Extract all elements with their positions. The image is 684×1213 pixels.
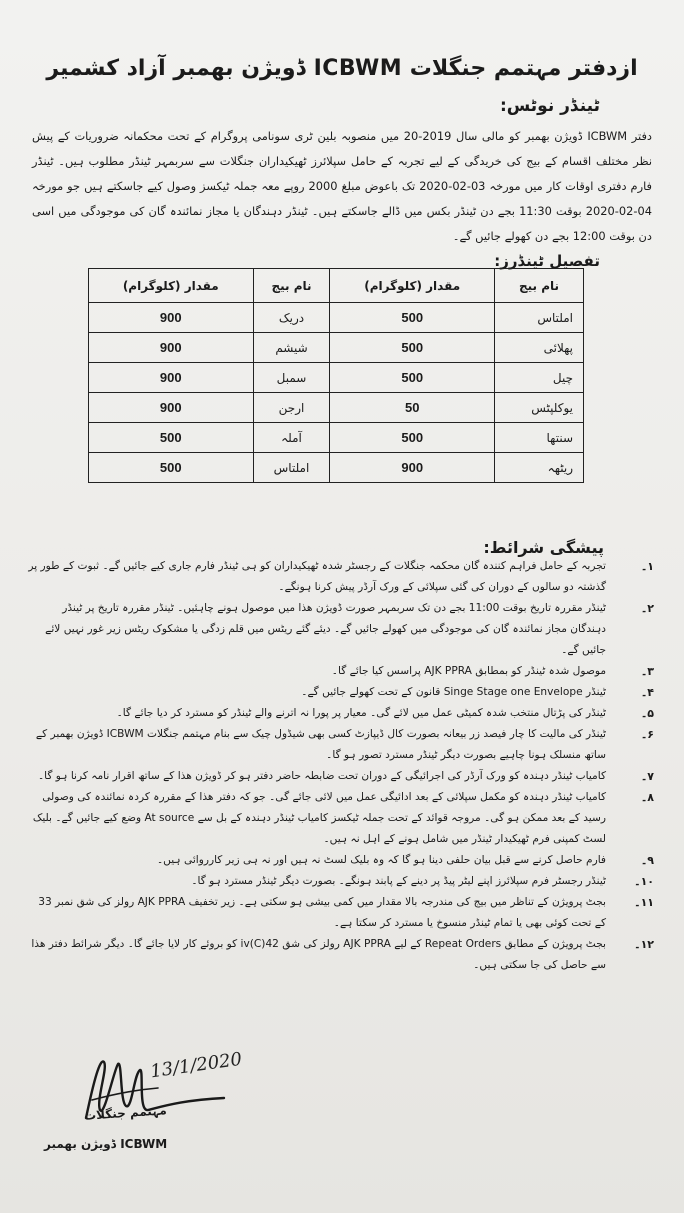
table-row — [89, 333, 584, 363]
signatory-title: مہتمم جنگلات — [83, 1103, 168, 1123]
condition-item — [24, 892, 654, 934]
table-row — [89, 303, 584, 333]
seed-quantity: 500 — [89, 453, 254, 483]
seed-quantity: 900 — [89, 303, 254, 333]
condition-item — [24, 724, 654, 766]
table-row — [89, 363, 584, 393]
condition-text: ٹینڈر رجسٹر فرم سپلائرز اپنے لیٹر پیڈ پر دینے کے پابند ہونگے۔ بصورت دیگر ٹینڈر مسترد ہو گا۔ — [191, 875, 606, 887]
table-header-row — [89, 269, 584, 303]
seed-quantity: 500 — [330, 423, 495, 453]
seed-name: ریٹھہ — [494, 453, 583, 483]
condition-number: ۱۲۔ — [634, 938, 654, 951]
condition-number: ۴۔ — [640, 686, 654, 699]
condition-text: کامیاب ٹینڈر دہندہ کو مکمل سپلائی کے بعد ادائیگی عمل میں لائی جائے گی۔ جو کہ دفتر ھذا کے مقررہ کردہ نمائندہ کی وصولی رسید کے بعد ممکن ہو گی۔ مروجہ قوائد کے تحت جملہ ٹیکسز کامیاب ٹینڈر دہندہ کے بل سے At source وضع کیے جائیں گے۔ بلیک لسٹ کمپنی فرم ٹھیکیدار ٹینڈر میں شامل ہونے کے اہل نہ ہیں۔ — [32, 791, 606, 845]
seed-quantity: 500 — [330, 363, 495, 393]
seed-quantity: 500 — [89, 423, 254, 453]
office-name: ICBWM ڈویژن بھمبر — [44, 1137, 168, 1151]
condition-item — [24, 934, 654, 976]
notice-heading: ٹینڈر نوٹس: — [499, 96, 600, 116]
condition-item — [24, 787, 654, 850]
condition-item — [24, 871, 654, 892]
table-row — [89, 453, 584, 483]
seed-quantity: 50 — [330, 393, 495, 423]
seed-name: دریک — [253, 303, 330, 333]
condition-text: ٹینڈر Singe Stage one Envelope قانون کے تحت کھولے جائیں گے۔ — [301, 686, 606, 698]
seed-name: املتاس — [494, 303, 583, 333]
seed-quantity: 900 — [330, 453, 495, 483]
seed-quantity: 500 — [330, 333, 495, 363]
seed-name: ارجن — [253, 393, 330, 423]
seed-name: سمبل — [253, 363, 330, 393]
notice-paragraph: دفتر ICBWM ڈویژن بھمبر کو مالی سال 2019-20 میں منصوبہ بلین ٹری سونامی پروگرام کے تحت محکمانہ ضروریات کے پیش نظر مختلف اقسام کے بیج کی خریدگی کے لیے تجربہ کے حامل سپلائرز ٹھیکیداران جنگلات سے سربمہر ٹینڈر مطلوب ہیں۔ ٹینڈر فارم دفتری اوقات کار میں مورخہ 03-02-2020 تک باعوض مبلغ 2000 روپے معہ جملہ ٹیکسز وصول کیے جاسکتے ہیں جو مورخہ 04-02-2020 بوقت 11:30 بجے دن ٹینڈر بکس میں ڈالے جاسکتے ہیں۔ ٹینڈر دہندگان یا مجاز نمائندہ گان کی موجودگی میں اسی دن بوقت 12:00 بجے دن کھولے جائیں گے۔ — [32, 129, 652, 243]
seed-name: یوکلپٹس — [494, 393, 583, 423]
table-row — [89, 393, 584, 423]
condition-number: ۷۔ — [640, 770, 654, 783]
table-heading: تفصیل ٹینڈرز: — [494, 252, 600, 270]
condition-text: فارم حاصل کرنے سے قبل بیان حلفی دینا ہو گا کہ وہ بلیک لسٹ نہ ہیں اور نہ ہی زیر کارروائی ہیں۔ — [156, 854, 606, 866]
seed-table — [88, 268, 584, 483]
condition-number: ۹۔ — [640, 854, 654, 867]
condition-item — [24, 766, 654, 787]
seed-name: چیل — [494, 363, 583, 393]
condition-number: ۱۱۔ — [634, 896, 654, 909]
condition-text: موصول شدہ ٹینڈر کو بمطابق AJK PPRA پراسس کیا جائے گا۔ — [331, 665, 606, 677]
condition-number: ۸۔ — [640, 791, 654, 804]
signature-date: 13/1/2020 — [148, 1048, 244, 1083]
table-row — [89, 423, 584, 453]
condition-number: ۱۰۔ — [634, 875, 654, 888]
header-seed-name-2: نام بیج — [253, 269, 330, 303]
condition-number: ۶۔ — [640, 728, 654, 741]
seed-name: سنتھا — [494, 423, 583, 453]
office-title: ازدفتر مہتمم جنگلات ICBWM ڈویژن بھمبر آزاد کشمیر — [46, 56, 638, 81]
condition-text: ٹینڈر مقررہ تاریخ بوقت 11:00 بجے دن تک سربمہر صورت ڈویژن ھذا میں موصول ہونے چاہئیں۔ ٹینڈر مقررہ تاریخ پر ٹینڈر دہندگان مجاز نمائندہ گان کی موجودگی میں کھولے جائیں گے۔ دیئے گئے ریٹس میں قلم زدگی یا مشکوک ریٹس زیر غور نہیں لائے جائیں گے۔ — [45, 602, 606, 656]
header-quantity-1: مقدار (کلوگرام) — [330, 269, 495, 303]
seed-quantity: 900 — [89, 333, 254, 363]
conditions-heading: پیشگی شرائط: — [483, 538, 604, 557]
seed-quantity: 900 — [89, 393, 254, 423]
conditions-list — [24, 556, 654, 976]
seed-quantity: 500 — [330, 303, 495, 333]
condition-item — [24, 850, 654, 871]
condition-item — [24, 661, 654, 682]
condition-text: کامیاب ٹینڈر دہندہ کو ورک آرڈر کی اجرائیگی کے دوران تحت ضابطہ حاضر دفتر ہو کر ڈویژن ھذا کے ساتھ اقرار نامہ کرنا ہو گا۔ — [37, 770, 606, 782]
condition-number: ۱۔ — [640, 560, 654, 573]
condition-text: بجٹ پرویژن کے تناظر میں بیج کی مندرجہ بالا مقدار میں کمی بیشی ہو سکتی ہے۔ زیر تخفیف AJK PPRA رولز کی شق نمبر 33 کے تحت کوئی بھی یا تمام ٹینڈر منسوخ یا مسترد کر سکتا ہے۔ — [38, 896, 606, 929]
condition-text: ٹینڈر کی مالیت کا چار فیصد زر بیعانہ بصورت کال ڈیپازٹ کسی بھی شیڈول چیک سے بنام مہتمم جنگلات ICBWM ڈویژن بھمبر کے ساتھ منسلک ہونا چاہیے بصورت دیگر ٹینڈر مسترد تصور ہو گا۔ — [35, 728, 606, 761]
condition-text: تجربہ کے حامل فراہم کنندہ گان محکمہ جنگلات کے رجسٹر شدہ ٹھیکیداران کو ہی ٹینڈر فارم جاری کیے جائیں گے۔ ثبوت کے طور پر گذشتہ دو سالوں کے دوران کی گئی سپلائی کے ورک آرڈر پیش کرنا ہونگے۔ — [28, 560, 606, 593]
seed-name: املتاس — [253, 453, 330, 483]
condition-number: ۵۔ — [640, 707, 654, 720]
condition-text: ٹینڈر کی پڑتال منتخب شدہ کمیٹی عمل میں لائے گی۔ معیار پر پورا نہ اترنے والے ٹینڈر کو مسترد کر دیا جائے گا۔ — [116, 707, 606, 719]
condition-item — [24, 556, 654, 598]
seed-name: شیشم — [253, 333, 330, 363]
seed-quantity: 900 — [89, 363, 254, 393]
condition-number: ۲۔ — [640, 602, 654, 615]
condition-item — [24, 682, 654, 703]
seed-name: پھلائی — [494, 333, 583, 363]
header-quantity-2: مقدار (کلوگرام) — [89, 269, 254, 303]
condition-number: ۳۔ — [640, 665, 654, 678]
condition-text: بجٹ پرویژن کے مطابق Repeat Orders کے لیے AJK PPRA رولز کی شق 42(C)iv کو بروئے کار لایا جائے گا۔ دیگر شرائط دفتر ھذا سے حاصل کی جا سکتی ہیں۔ — [31, 938, 606, 971]
header-seed-name-1: نام بیج — [494, 269, 583, 303]
condition-item — [24, 703, 654, 724]
seed-name: آملہ — [253, 423, 330, 453]
condition-item — [24, 598, 654, 661]
